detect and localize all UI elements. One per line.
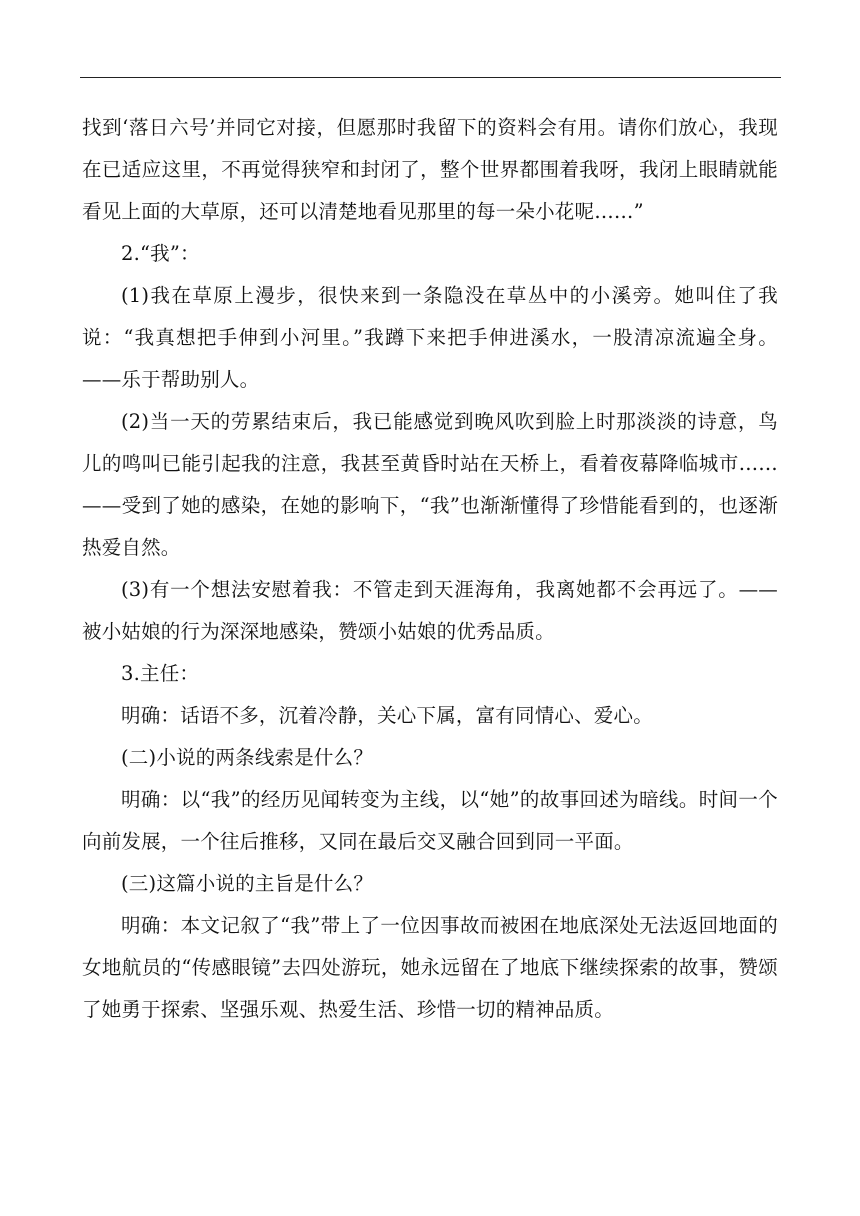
document-body xyxy=(82,107,778,1031)
section-heading-director: 3.主任： xyxy=(121,662,200,685)
header-rule xyxy=(80,77,781,78)
section-heading-me: 2.“我”： xyxy=(121,242,200,265)
paragraph-item-3: (3)有一个想法安慰着我：不管走到天涯海角，我离她都不会再远了。——被小姑娘的行为深深地感染，赞颂小姑娘的优秀品质。 xyxy=(82,578,778,643)
paragraph-theme-answer: 明确：本文记叙了“我”带上了一位因事故而被困在地底深处无法返回地面的女地航员的“传感眼镜”去四处游玩，她永远留在了地底下继续探索的故事，赞颂了她勇于探索、坚强乐观、热爱生活、珍惜一切的精神品质。 xyxy=(82,914,778,1021)
paragraph-item-1: (1)我在草原上漫步，很快来到一条隐没在草丛中的小溪旁。她叫住了我说：“我真想把手伸到小河里。”我蹲下来把手伸进溪水，一股清凉流遍全身。——乐于帮助别人。 xyxy=(82,284,778,391)
paragraph-director-answer: 明确：话语不多，沉着冷静，关心下属，富有同情心、爱心。 xyxy=(121,704,653,727)
paragraph-clues-answer: 明确：以“我”的经历见闻转变为主线，以“她”的故事回述为暗线。时间一个向前发展，一个往后推移，又同在最后交叉融合回到同一平面。 xyxy=(82,788,778,853)
paragraph-item-2: (2)当一天的劳累结束后，我已能感觉到晚风吹到脸上时那淡淡的诗意，鸟儿的鸣叫已能引起我的注意，我甚至黄昏时站在天桥上，看着夜幕降临城市…… ——受到了她的感染，在她的影响下，“我”也渐渐懂得了珍惜能看到的，也逐渐热爱自然。 xyxy=(82,410,778,559)
paragraph-continuation: 找到‘落日六号’并同它对接，但愿那时我留下的资料会有用。请你们放心，我现在已适应这里，不再觉得狭窄和封闭了，整个世界都围着我呀，我闭上眼睛就能看见上面的大草原，还可以清楚地看见那里的每一朵小花呢……” xyxy=(82,116,778,223)
question-two-clues: (二)小说的两条线索是什么？ xyxy=(121,746,374,769)
question-theme: (三)这篇小说的主旨是什么？ xyxy=(121,872,374,895)
